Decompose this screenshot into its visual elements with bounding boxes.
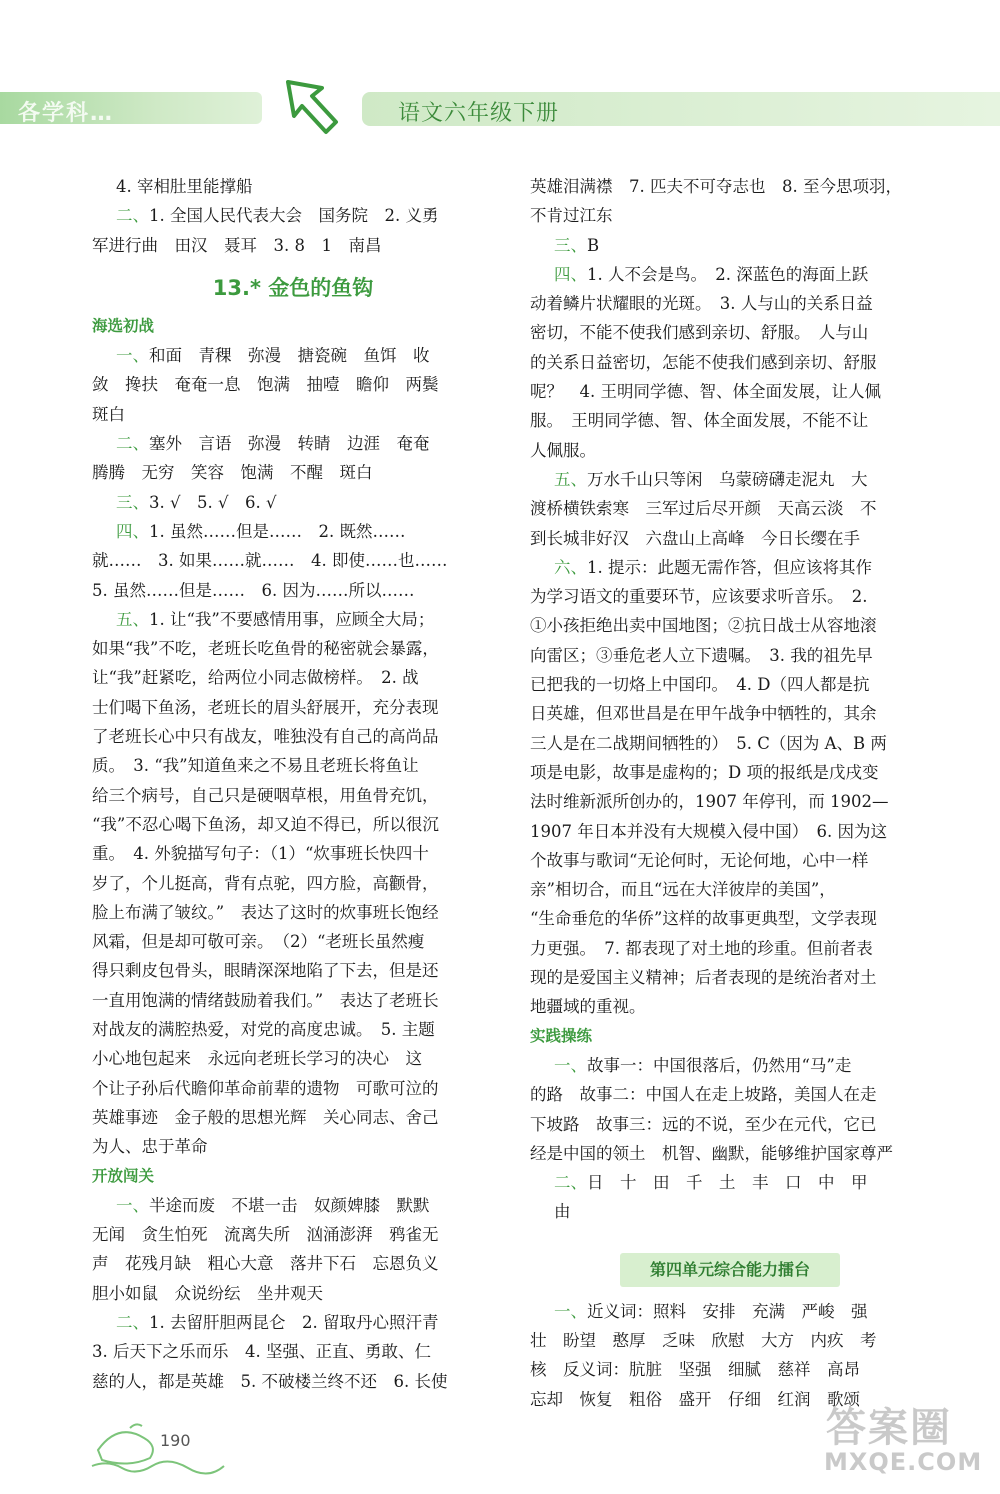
text-line: 四、1. 虽然……但是…… 2. 既然……	[116, 521, 406, 541]
header-right-band	[362, 92, 1000, 126]
text-line: 的路 故事二：中国人在走上坡路，美国人在走	[530, 1085, 877, 1105]
text-line: 三人是在二战期间牺牲的） 5. C（因为 A、B 两	[530, 733, 887, 753]
watermark-line-2: MXQE.COM	[824, 1448, 983, 1476]
text-line: 英雄事迹 金子般的思想光辉 关心同志、舍己	[92, 1107, 439, 1127]
text-line: 向雷区；③垂危老人立下遗嘱。 3. 我的祖先早	[530, 645, 873, 665]
text-line: 不肯过江东	[530, 206, 613, 226]
text-line: 四、1. 人不会是鸟。 2. 深蓝色的海面上跃	[554, 264, 869, 284]
text-line: 如果“我”不吃，老班长吃鱼骨的秘密就会暴露，	[92, 639, 439, 659]
text-line: 经是中国的领土 机智、幽默，能够维护国家尊严	[530, 1143, 893, 1163]
lesson-title: 13.* 金色的鱼钩	[212, 275, 374, 300]
text-line: 到长城非好汉 六盘山上高峰 今日长缨在手	[530, 528, 860, 548]
text-line: 小心地包起来 永远向老班长学习的决心 这	[92, 1049, 422, 1069]
item-label: 一、	[554, 1301, 587, 1321]
text-line: 项是电影，故事是虚构的；D 项的报纸是戊戌变	[530, 762, 879, 782]
text-line: 为人、忠于革命	[92, 1137, 208, 1157]
text-line: 亲”相切合，而且“远在大洋彼岸的美国”，	[530, 880, 836, 900]
text-line: 斑白	[92, 404, 125, 424]
text-line: 得只剩皮包骨头，眼睛深深地陷了下去，但是还	[92, 961, 439, 981]
text-line: 人佩服。	[530, 440, 596, 460]
section-heading: 海选初战	[92, 316, 155, 335]
text-line: 4. 宰相肚里能撑船	[116, 177, 253, 196]
item-label: 二、	[116, 434, 149, 454]
text-line: 脸上布满了皱纹。” 表达了这时的炊事班长饱经	[92, 902, 439, 922]
text-line: 一直用饱满的情绪鼓励着我们。” 表达了老班长	[92, 990, 439, 1010]
page-number: 190	[160, 1431, 191, 1450]
text-line: 质。 3. “我”知道鱼来之不易且老班长将鱼让	[92, 756, 419, 776]
text-line: 服。 王明同学德、智、体全面发展，不能不让	[530, 411, 869, 431]
text-line: 呢？ 4. 王明同学德、智、体全面发展，让人佩	[530, 382, 881, 402]
text-line: 军进行曲 田汉 聂耳 3. 8 1 南昌	[92, 235, 382, 255]
text-line: “生命垂危的华侨”这样的故事更典型，文学表现	[530, 909, 877, 929]
text-line: 二、1. 全国人民代表大会 国务院 2. 义勇	[116, 206, 439, 226]
text-line: 密切，不能不使我们感到亲切、舒服。 人与山	[530, 323, 869, 343]
text-line: 现的是爱国主义精神；后者表现的是统治者对土	[530, 968, 877, 988]
item-label: 三、	[554, 235, 587, 255]
text-line: 六、1. 提示：此题无需作答，但应该将其作	[554, 557, 872, 577]
text-line: 动着鳞片状耀眼的光斑。 3. 人与山的关系日益	[530, 294, 873, 314]
text-line: ①小孩拒绝出卖中国地图；②抗日战士从容地滚	[530, 616, 877, 636]
text-line: 腾腾 无穷 笑容 饱满 不醒 斑白	[92, 463, 373, 483]
text-line: 胆小如鼠 众说纷纭 坐井观天	[92, 1283, 323, 1303]
section-heading: 实践操练	[530, 1026, 593, 1045]
text-line: 重。 4. 外貌描写句子：（1）“炊事班长快四十	[92, 844, 429, 864]
text-line: 二、塞外 言语 弥漫 转睛 边涯 奄奄	[116, 434, 430, 454]
item-label: 三、	[116, 492, 149, 512]
text-line: 三、3. √ 5. √ 6. √	[116, 492, 277, 512]
item-label: 二、	[116, 1312, 149, 1332]
text-line: 1907 年日本并没有大规模入侵中国） 6. 因为这	[530, 821, 887, 841]
item-label: 二、	[116, 206, 149, 226]
watermark-line-1: 答案圈	[826, 1405, 952, 1451]
text-line: “我”不忍心喝下鱼汤，却又迫不得已，所以很沉	[92, 814, 439, 834]
item-label: 五、	[116, 609, 149, 629]
text-line: 五、1. 让“我”不要感情用事，应顾全大局；	[116, 609, 435, 629]
text-line: 就…… 3. 如果……就…… 4. 即使……也……	[92, 551, 448, 571]
text-line: 士们喝下鱼汤，老班长的眉头舒展开，充分表现	[92, 697, 439, 717]
text-line: 的关系日益密切，怎能不使我们感到亲切、舒服	[530, 352, 877, 372]
text-line: 5. 虽然……但是…… 6. 因为……所以……	[92, 580, 415, 600]
text-line: 岁了，个儿挺高，背有点驼，四方脸，高颧骨，	[92, 873, 439, 893]
text-line: 由	[554, 1202, 571, 1222]
header-left-band	[0, 92, 262, 124]
footer-decoration-icon	[88, 1420, 228, 1476]
item-label: 一、	[116, 1195, 149, 1215]
item-label: 五、	[554, 469, 587, 489]
text-line: 五、万水千山只等闲 乌蒙磅礴走泥丸 大	[554, 469, 868, 489]
text-line: 了老班长心中只有战友，唯独没有自己的高尚品	[92, 727, 439, 747]
text-line: 法时维新派所创办的，1907 年停刊，而 1902—	[530, 792, 889, 812]
item-label: 二、	[554, 1173, 587, 1193]
text-line: 声 花残月缺 粗心大意 落井下石 忘恩负义	[92, 1254, 439, 1274]
text-line: 下坡路 故事三：远的不说，至少在元代，它已	[530, 1114, 877, 1134]
text-line: 一、近义词：照料 安排 充满 严峻 强	[554, 1301, 868, 1321]
watermark	[820, 1396, 990, 1486]
text-line: 3. 后天下之乐而乐 4. 坚强、正直、勇敢、仁	[92, 1342, 431, 1362]
text-line: 地疆域的重视。	[530, 997, 646, 1017]
text-line: 无闻 贪生怕死 流离失所 汹涌澎湃 鸦雀无	[92, 1225, 439, 1245]
section-heading: 开放闯关	[92, 1166, 155, 1185]
text-line: 二、1. 去留肝胆两昆仑 2. 留取丹心照汗青	[116, 1312, 439, 1332]
text-line: 给三个病号，自己只是硬咽草根，用鱼骨充饥，	[92, 785, 439, 805]
text-line: 为学习语文的重要环节，应该要求听音乐。 2.	[530, 587, 868, 607]
text-line: 慈的人，都是英雄 5. 不破楼兰终不还 6. 长使	[92, 1371, 448, 1391]
header-left-text: 各学科…	[18, 101, 115, 126]
item-label: 四、	[554, 264, 587, 284]
text-line: 忘却 恢复 粗俗 盛开 仔细 红润 歌颂	[530, 1389, 860, 1409]
text-line: 三、B	[554, 235, 600, 255]
text-line: 已把我的一切烙上中国印。 4. D（四人都是抗	[530, 675, 870, 695]
right-column	[530, 172, 930, 1414]
item-label: 一、	[554, 1055, 587, 1075]
header-title: 语文六年级下册	[398, 101, 560, 126]
text-line: 一、和面 青稞 弥漫 搪瓷碗 鱼饵 收	[116, 346, 430, 366]
text-line: 二、日 十 田 千 土 丰 口 中 甲	[554, 1173, 868, 1193]
item-label: 四、	[116, 521, 149, 541]
text-line: 核 反义词：肮脏 坚强 细腻 慈祥 高昂	[530, 1360, 860, 1380]
text-line: 日英雄，但邓世昌是在甲午战争中牺牲的，其余	[530, 704, 877, 724]
page-header	[0, 78, 1000, 138]
unit-title: 第四单元综合能力擂台	[620, 1253, 840, 1287]
text-line: 一、半途而废 不堪一击 奴颜婢膝 默默	[116, 1195, 430, 1215]
left-column	[92, 172, 494, 1396]
text-line: 让“我”赶紧吃，给两位小同志做榜样。 2. 战	[92, 668, 419, 688]
arrow-icon	[282, 78, 342, 136]
text-line: 个让子孙后代瞻仰革命前辈的遗物 可歌可泣的	[92, 1078, 439, 1098]
text-line: 一、故事一：中国很落后，仍然用“马”走	[554, 1055, 852, 1075]
item-label: 一、	[116, 346, 149, 366]
text-line: 个故事与歌词“无论何时，无论何地，心中一样	[530, 850, 869, 870]
text-line: 风霜，但是却可敬可亲。 （2）“老班长虽然瘦	[92, 932, 425, 952]
item-label: 六、	[554, 557, 587, 577]
text-line: 力更强。 7. 都表现了对土地的珍重。但前者表	[530, 938, 873, 958]
text-line: 英雄泪满襟 7. 匹夫不可夺志也 8. 至今思项羽，	[530, 177, 902, 196]
text-line: 对战友的满腔热爱，对党的高度忠诚。 5. 主题	[92, 1020, 435, 1040]
text-line: 壮 盼望 憨厚 乏味 欣慰 大方 内疚 考	[530, 1330, 877, 1350]
text-line: 渡桥横铁索寒 三军过后尽开颜 天高云淡 不	[530, 499, 877, 519]
text-line: 敛 搀扶 奄奄一息 饱满 抽噎 瞻仰 两鬓	[92, 375, 439, 395]
